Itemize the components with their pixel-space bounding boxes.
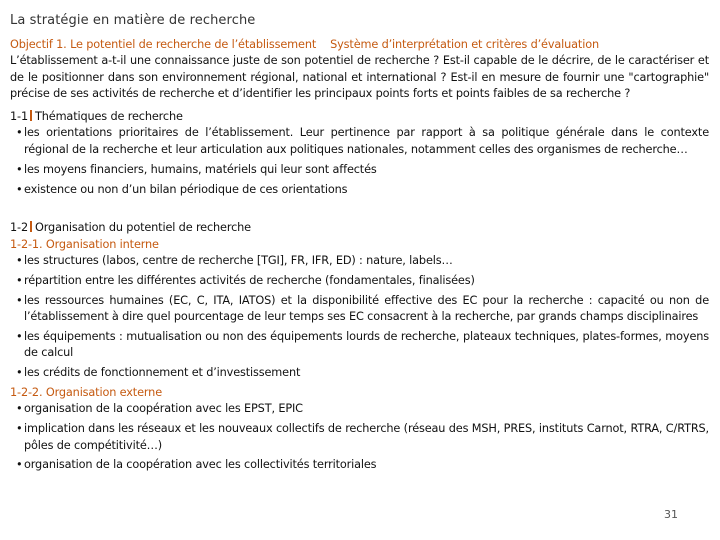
bullet-icon: • <box>16 182 23 196</box>
section-1-2-heading <box>10 220 709 236</box>
list-item: • organisation de la coopération avec les EPST, EPIC <box>10 401 709 417</box>
list-item: • les moyens financiers, humains, matériels qui leur sont affectés <box>10 162 709 178</box>
subsection-1-2-2-heading: 1-2-2. Organisation externe <box>10 386 162 400</box>
slide-content <box>10 37 709 477</box>
list-item: • les orientations prioritaires de l’établissement. Leur pertinence par rapport à sa politique générale dans le contexte régional de la recherche et leur articulation aux politiques nationales, notamment celles des organismes de recherche… <box>16 126 709 156</box>
bullet-icon: • <box>16 402 23 416</box>
list-item: • existence ou non d’un bilan périodique de ces orientations <box>10 182 709 198</box>
accent-bar <box>30 221 32 232</box>
bullet-icon: • <box>16 162 23 176</box>
subsection-1-2-1-heading: 1-2-1. Organisation interne <box>10 237 159 251</box>
objective-intro: L’établissement a-t-il une connaissance juste de son potentiel de recherche ? Est-il capable de le décrire, de le caractériser et de le positionner dans son environnement régional, national et international ? Est-il en mesure de fournir une "cartographie" précise de ses activités de recherche et d’identifier les principaux points forts et points faibles de sa recherche ? <box>10 54 709 100</box>
bullet-icon: • <box>16 422 23 436</box>
list-item: • implication dans les réseaux et les nouveaux collectifs de recherche (réseau des MSH, PRES, instituts Carnot, RTRA, C/RTRS, pôles de compétitivité…) <box>16 422 709 452</box>
section-1-1-heading <box>10 109 709 125</box>
list-item: • les équipements : mutualisation ou non des équipements lourds de recherche, plateaux techniques, plates-formes, moyens de calcul <box>16 330 709 360</box>
accent-bar <box>30 110 32 121</box>
bullet-icon: • <box>16 330 23 344</box>
bullet-icon: • <box>16 126 23 140</box>
list-item: • organisation de la coopération avec les collectivités territoriales <box>10 457 709 473</box>
bullet-icon: • <box>16 254 23 268</box>
page-title: La stratégie en matière de recherche <box>10 13 256 28</box>
page-number: 31 <box>664 508 678 521</box>
section-title: Thématiques de recherche <box>35 110 183 124</box>
section-1-1-list <box>10 125 709 197</box>
subsection-1-2-2-list <box>10 401 709 473</box>
subsection-1-2-1-list <box>10 253 709 381</box>
bullet-icon: • <box>16 273 23 287</box>
section-number: 1-1 <box>10 110 29 124</box>
list-item: • les structures (labos, centre de recherche [TGI], FR, IFR, ED) : nature, labels… <box>10 253 709 269</box>
objective-heading <box>10 37 709 53</box>
bullet-icon: • <box>16 293 23 307</box>
section-number: 1-2 <box>10 221 29 235</box>
list-item: • les ressources humaines (EC, C, ITA, IATOS) et la disponibilité effective des EC pour la recherche : capacité ou non de l’établissement à dire quel pourcentage de leur temps ses EC consacrent à la recherche, par grands champs disciplinaires <box>16 293 709 324</box>
objective-subtitle: Système d’interprétation et critères d’évaluation <box>330 38 599 51</box>
list-item: • les crédits de fonctionnement et d’investissement <box>10 365 709 381</box>
bullet-icon: • <box>16 366 23 380</box>
section-title: Organisation du potentiel de recherche <box>35 221 251 235</box>
list-item: • répartition entre les différentes activités de recherche (fondamentales, finalisées) <box>10 273 709 289</box>
bullet-icon: • <box>16 458 23 472</box>
objective-title: Objectif 1. Le potentiel de recherche de l’établissement <box>10 38 317 51</box>
